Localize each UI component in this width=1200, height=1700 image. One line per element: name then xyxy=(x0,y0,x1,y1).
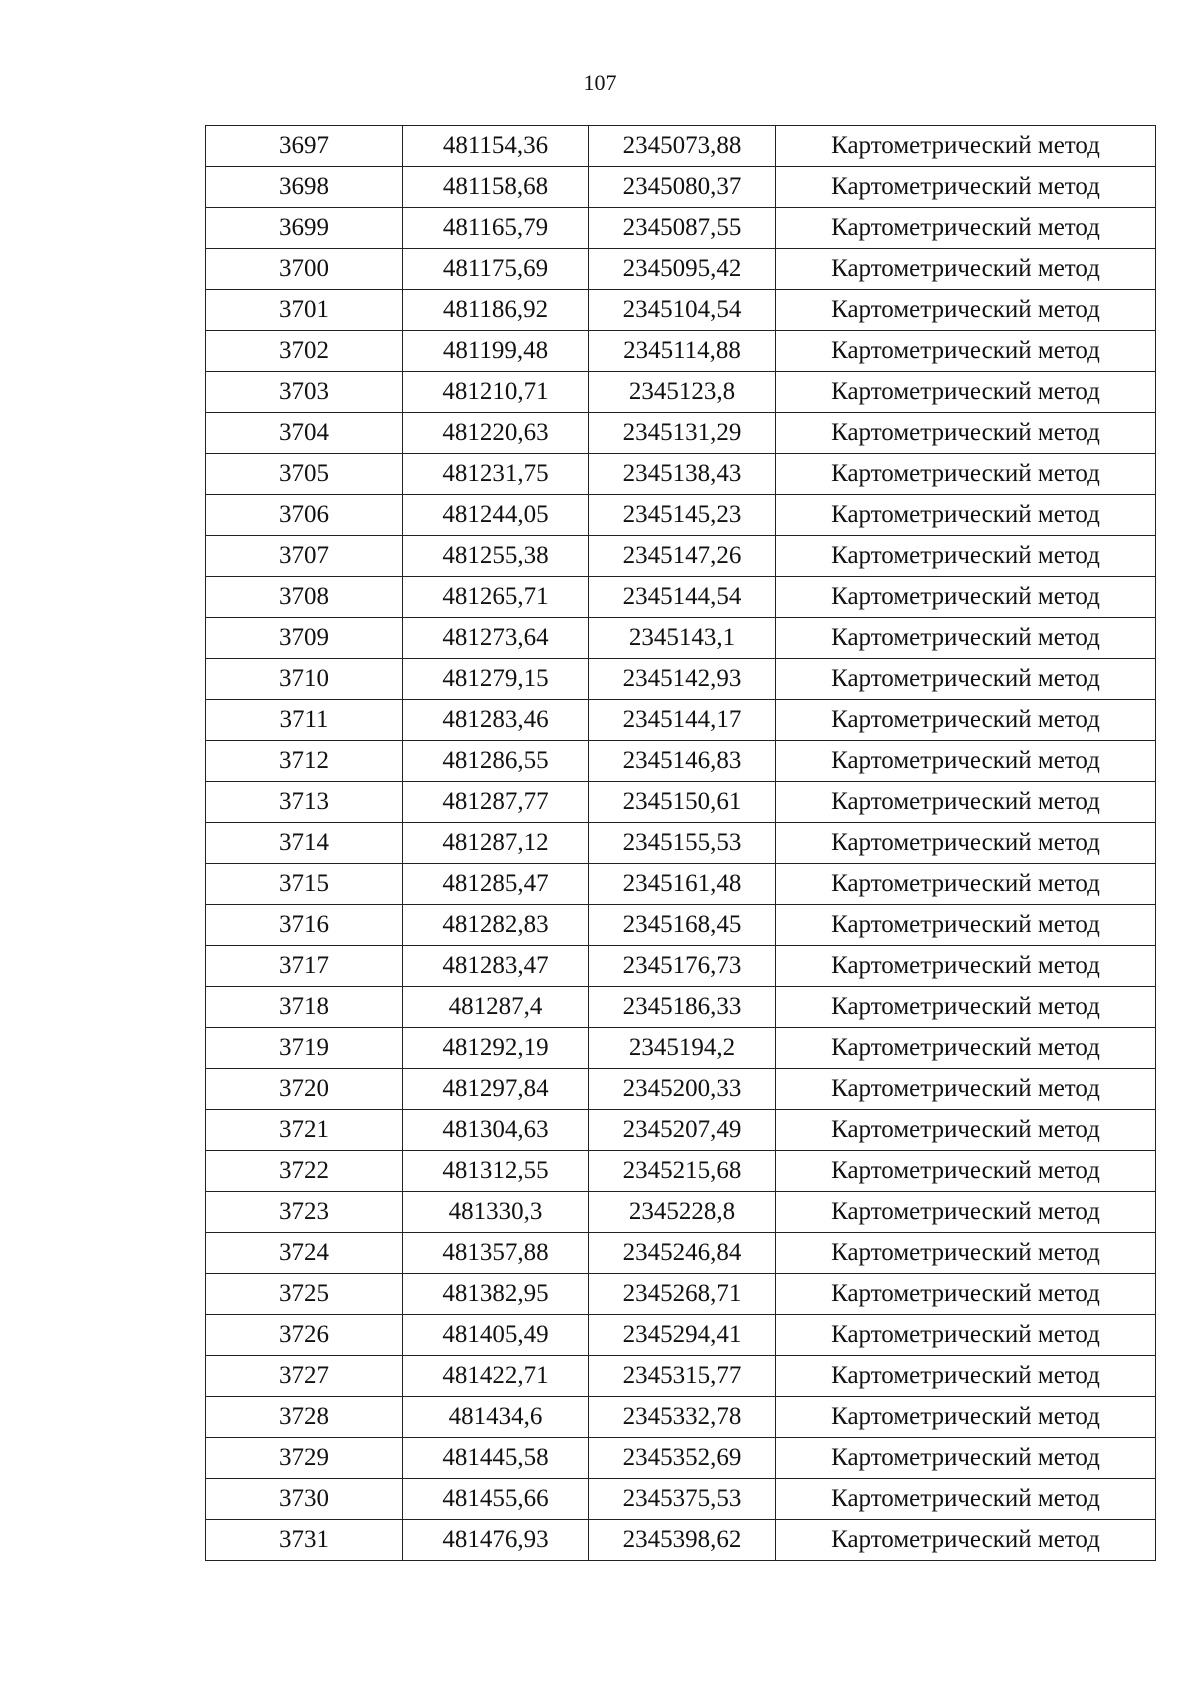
table-row xyxy=(206,987,1156,1028)
x-coordinate-cell: 481210,71 xyxy=(403,372,589,413)
method-cell: Картометрический метод xyxy=(776,823,1156,864)
y-coordinate-cell: 2345155,53 xyxy=(589,823,776,864)
table-row xyxy=(206,331,1156,372)
table-row xyxy=(206,1028,1156,1069)
table-row xyxy=(206,1110,1156,1151)
point-number-cell: 3705 xyxy=(206,454,403,495)
x-coordinate-cell: 481455,66 xyxy=(403,1479,589,1520)
method-cell: Картометрический метод xyxy=(776,413,1156,454)
method-cell: Картометрический метод xyxy=(776,1028,1156,1069)
y-coordinate-cell: 2345186,33 xyxy=(589,987,776,1028)
x-coordinate-cell: 481292,19 xyxy=(403,1028,589,1069)
y-coordinate-cell: 2345142,93 xyxy=(589,659,776,700)
table-row xyxy=(206,1520,1156,1561)
point-number-cell: 3709 xyxy=(206,618,403,659)
point-number-cell: 3713 xyxy=(206,782,403,823)
table-row xyxy=(206,536,1156,577)
y-coordinate-cell: 2345176,73 xyxy=(589,946,776,987)
y-coordinate-cell: 2345145,23 xyxy=(589,495,776,536)
y-coordinate-cell: 2345194,2 xyxy=(589,1028,776,1069)
point-number-cell: 3724 xyxy=(206,1233,403,1274)
table-row xyxy=(206,1397,1156,1438)
point-number-cell: 3716 xyxy=(206,905,403,946)
point-number-cell: 3715 xyxy=(206,864,403,905)
point-number-cell: 3728 xyxy=(206,1397,403,1438)
x-coordinate-cell: 481154,36 xyxy=(403,126,589,167)
point-number-cell: 3730 xyxy=(206,1479,403,1520)
method-cell: Картометрический метод xyxy=(776,454,1156,495)
x-coordinate-cell: 481382,95 xyxy=(403,1274,589,1315)
point-number-cell: 3704 xyxy=(206,413,403,454)
y-coordinate-cell: 2345095,42 xyxy=(589,249,776,290)
table-row xyxy=(206,741,1156,782)
method-cell: Картометрический метод xyxy=(776,700,1156,741)
method-cell: Картометрический метод xyxy=(776,618,1156,659)
method-cell: Картометрический метод xyxy=(776,372,1156,413)
point-number-cell: 3707 xyxy=(206,536,403,577)
x-coordinate-cell: 481175,69 xyxy=(403,249,589,290)
method-cell: Картометрический метод xyxy=(776,987,1156,1028)
point-number-cell: 3699 xyxy=(206,208,403,249)
point-number-cell: 3703 xyxy=(206,372,403,413)
coordinates-table xyxy=(205,125,1156,1561)
x-coordinate-cell: 481244,05 xyxy=(403,495,589,536)
point-number-cell: 3721 xyxy=(206,1110,403,1151)
table-row xyxy=(206,1274,1156,1315)
table-row xyxy=(206,454,1156,495)
method-cell: Картометрический метод xyxy=(776,167,1156,208)
y-coordinate-cell: 2345332,78 xyxy=(589,1397,776,1438)
y-coordinate-cell: 2345294,41 xyxy=(589,1315,776,1356)
y-coordinate-cell: 2345144,17 xyxy=(589,700,776,741)
method-cell: Картометрический метод xyxy=(776,1151,1156,1192)
x-coordinate-cell: 481165,79 xyxy=(403,208,589,249)
method-cell: Картометрический метод xyxy=(776,905,1156,946)
y-coordinate-cell: 2345215,68 xyxy=(589,1151,776,1192)
table-row xyxy=(206,290,1156,331)
table-row xyxy=(206,1151,1156,1192)
table-row xyxy=(206,618,1156,659)
y-coordinate-cell: 2345375,53 xyxy=(589,1479,776,1520)
point-number-cell: 3722 xyxy=(206,1151,403,1192)
table-row xyxy=(206,946,1156,987)
point-number-cell: 3726 xyxy=(206,1315,403,1356)
x-coordinate-cell: 481422,71 xyxy=(403,1356,589,1397)
method-cell: Картометрический метод xyxy=(776,1315,1156,1356)
table-row xyxy=(206,495,1156,536)
table-row xyxy=(206,864,1156,905)
x-coordinate-cell: 481199,48 xyxy=(403,331,589,372)
x-coordinate-cell: 481476,93 xyxy=(403,1520,589,1561)
point-number-cell: 3723 xyxy=(206,1192,403,1233)
x-coordinate-cell: 481304,63 xyxy=(403,1110,589,1151)
y-coordinate-cell: 2345146,83 xyxy=(589,741,776,782)
table-row xyxy=(206,249,1156,290)
x-coordinate-cell: 481297,84 xyxy=(403,1069,589,1110)
y-coordinate-cell: 2345144,54 xyxy=(589,577,776,618)
table-row xyxy=(206,208,1156,249)
y-coordinate-cell: 2345352,69 xyxy=(589,1438,776,1479)
method-cell: Картометрический метод xyxy=(776,1397,1156,1438)
x-coordinate-cell: 481312,55 xyxy=(403,1151,589,1192)
point-number-cell: 3720 xyxy=(206,1069,403,1110)
x-coordinate-cell: 481265,71 xyxy=(403,577,589,618)
table-row xyxy=(206,782,1156,823)
point-number-cell: 3719 xyxy=(206,1028,403,1069)
table-row xyxy=(206,1069,1156,1110)
method-cell: Картометрический метод xyxy=(776,495,1156,536)
method-cell: Картометрический метод xyxy=(776,1356,1156,1397)
point-number-cell: 3701 xyxy=(206,290,403,331)
table-row xyxy=(206,823,1156,864)
method-cell: Картометрический метод xyxy=(776,536,1156,577)
table-row xyxy=(206,167,1156,208)
table-row xyxy=(206,1479,1156,1520)
y-coordinate-cell: 2345087,55 xyxy=(589,208,776,249)
method-cell: Картометрический метод xyxy=(776,782,1156,823)
x-coordinate-cell: 481279,15 xyxy=(403,659,589,700)
method-cell: Картометрический метод xyxy=(776,577,1156,618)
y-coordinate-cell: 2345150,61 xyxy=(589,782,776,823)
coordinates-table-body xyxy=(206,126,1156,1561)
method-cell: Картометрический метод xyxy=(776,1192,1156,1233)
method-cell: Картометрический метод xyxy=(776,1520,1156,1561)
method-cell: Картометрический метод xyxy=(776,126,1156,167)
y-coordinate-cell: 2345080,37 xyxy=(589,167,776,208)
y-coordinate-cell: 2345315,77 xyxy=(589,1356,776,1397)
table-row xyxy=(206,1356,1156,1397)
point-number-cell: 3706 xyxy=(206,495,403,536)
method-cell: Картометрический метод xyxy=(776,659,1156,700)
point-number-cell: 3717 xyxy=(206,946,403,987)
y-coordinate-cell: 2345200,33 xyxy=(589,1069,776,1110)
table-row xyxy=(206,659,1156,700)
point-number-cell: 3729 xyxy=(206,1438,403,1479)
y-coordinate-cell: 2345114,88 xyxy=(589,331,776,372)
method-cell: Картометрический метод xyxy=(776,331,1156,372)
point-number-cell: 3725 xyxy=(206,1274,403,1315)
x-coordinate-cell: 481283,46 xyxy=(403,700,589,741)
point-number-cell: 3697 xyxy=(206,126,403,167)
x-coordinate-cell: 481287,4 xyxy=(403,987,589,1028)
table-row xyxy=(206,413,1156,454)
point-number-cell: 3714 xyxy=(206,823,403,864)
y-coordinate-cell: 2345143,1 xyxy=(589,618,776,659)
method-cell: Картометрический метод xyxy=(776,249,1156,290)
point-number-cell: 3702 xyxy=(206,331,403,372)
table-row xyxy=(206,372,1156,413)
y-coordinate-cell: 2345168,45 xyxy=(589,905,776,946)
method-cell: Картометрический метод xyxy=(776,1069,1156,1110)
y-coordinate-cell: 2345131,29 xyxy=(589,413,776,454)
method-cell: Картометрический метод xyxy=(776,946,1156,987)
x-coordinate-cell: 481445,58 xyxy=(403,1438,589,1479)
x-coordinate-cell: 481231,75 xyxy=(403,454,589,495)
table-row xyxy=(206,1192,1156,1233)
y-coordinate-cell: 2345138,43 xyxy=(589,454,776,495)
y-coordinate-cell: 2345123,8 xyxy=(589,372,776,413)
x-coordinate-cell: 481286,55 xyxy=(403,741,589,782)
x-coordinate-cell: 481285,47 xyxy=(403,864,589,905)
y-coordinate-cell: 2345398,62 xyxy=(589,1520,776,1561)
x-coordinate-cell: 481434,6 xyxy=(403,1397,589,1438)
point-number-cell: 3712 xyxy=(206,741,403,782)
point-number-cell: 3711 xyxy=(206,700,403,741)
table-row xyxy=(206,1315,1156,1356)
point-number-cell: 3731 xyxy=(206,1520,403,1561)
x-coordinate-cell: 481357,88 xyxy=(403,1233,589,1274)
method-cell: Картометрический метод xyxy=(776,741,1156,782)
x-coordinate-cell: 481282,83 xyxy=(403,905,589,946)
method-cell: Картометрический метод xyxy=(776,1274,1156,1315)
method-cell: Картометрический метод xyxy=(776,864,1156,905)
x-coordinate-cell: 481287,12 xyxy=(403,823,589,864)
table-row xyxy=(206,577,1156,618)
table-row xyxy=(206,1233,1156,1274)
table-row xyxy=(206,700,1156,741)
x-coordinate-cell: 481220,63 xyxy=(403,413,589,454)
y-coordinate-cell: 2345073,88 xyxy=(589,126,776,167)
y-coordinate-cell: 2345246,84 xyxy=(589,1233,776,1274)
method-cell: Картометрический метод xyxy=(776,1438,1156,1479)
point-number-cell: 3698 xyxy=(206,167,403,208)
y-coordinate-cell: 2345147,26 xyxy=(589,536,776,577)
y-coordinate-cell: 2345104,54 xyxy=(589,290,776,331)
x-coordinate-cell: 481273,64 xyxy=(403,618,589,659)
point-number-cell: 3710 xyxy=(206,659,403,700)
x-coordinate-cell: 481287,77 xyxy=(403,782,589,823)
y-coordinate-cell: 2345161,48 xyxy=(589,864,776,905)
x-coordinate-cell: 481405,49 xyxy=(403,1315,589,1356)
method-cell: Картометрический метод xyxy=(776,290,1156,331)
method-cell: Картометрический метод xyxy=(776,1110,1156,1151)
y-coordinate-cell: 2345228,8 xyxy=(589,1192,776,1233)
table-row xyxy=(206,1438,1156,1479)
point-number-cell: 3727 xyxy=(206,1356,403,1397)
x-coordinate-cell: 481158,68 xyxy=(403,167,589,208)
method-cell: Картометрический метод xyxy=(776,1233,1156,1274)
method-cell: Картометрический метод xyxy=(776,208,1156,249)
point-number-cell: 3700 xyxy=(206,249,403,290)
table-row xyxy=(206,126,1156,167)
y-coordinate-cell: 2345207,49 xyxy=(589,1110,776,1151)
table-row xyxy=(206,905,1156,946)
point-number-cell: 3718 xyxy=(206,987,403,1028)
y-coordinate-cell: 2345268,71 xyxy=(589,1274,776,1315)
page-number: 107 xyxy=(583,70,617,95)
x-coordinate-cell: 481255,38 xyxy=(403,536,589,577)
x-coordinate-cell: 481330,3 xyxy=(403,1192,589,1233)
point-number-cell: 3708 xyxy=(206,577,403,618)
x-coordinate-cell: 481283,47 xyxy=(403,946,589,987)
method-cell: Картометрический метод xyxy=(776,1479,1156,1520)
x-coordinate-cell: 481186,92 xyxy=(403,290,589,331)
